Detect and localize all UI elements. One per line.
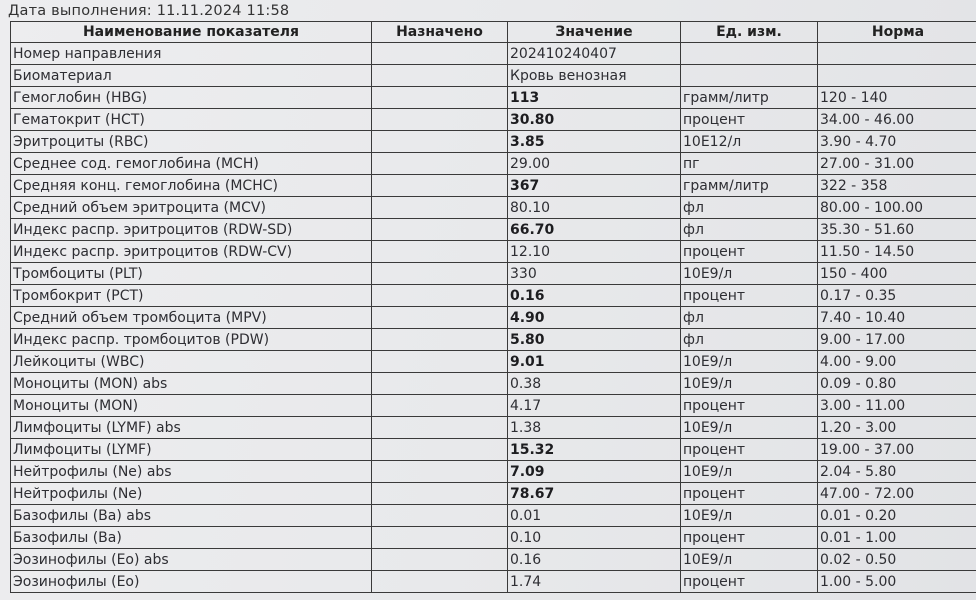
table-row bbox=[11, 263, 976, 285]
indicator-name-cell: Номер направления bbox=[11, 43, 372, 65]
norm-cell: 27.00 - 31.00 bbox=[818, 153, 976, 175]
value-cell: 0.16 bbox=[508, 285, 681, 307]
norm-cell: 120 - 140 bbox=[818, 87, 976, 109]
norm-cell: 0.09 - 0.80 bbox=[818, 373, 976, 395]
assigned-cell bbox=[372, 175, 508, 197]
table-row bbox=[11, 109, 976, 131]
value-cell: 78.67 bbox=[508, 483, 681, 505]
value-cell: 1.38 bbox=[508, 417, 681, 439]
indicator-name-cell: Эозинофилы (Eo) bbox=[11, 571, 372, 593]
norm-cell: 4.00 - 9.00 bbox=[818, 351, 976, 373]
indicator-name-cell: Нейтрофилы (Ne) bbox=[11, 483, 372, 505]
table-row bbox=[11, 43, 976, 65]
value-cell: 330 bbox=[508, 263, 681, 285]
norm-cell: 47.00 - 72.00 bbox=[818, 483, 976, 505]
table-row bbox=[11, 549, 976, 571]
indicator-name-cell: Индекс распр. тромбоцитов (PDW) bbox=[11, 329, 372, 351]
assigned-cell bbox=[372, 351, 508, 373]
norm-cell: 0.17 - 0.35 bbox=[818, 285, 976, 307]
unit-cell: грамм/литр bbox=[681, 175, 818, 197]
unit-cell: фл bbox=[681, 219, 818, 241]
norm-cell: 0.02 - 0.50 bbox=[818, 549, 976, 571]
assigned-cell bbox=[372, 197, 508, 219]
indicator-name-cell: Тромбоциты (PLT) bbox=[11, 263, 372, 285]
assigned-cell bbox=[372, 307, 508, 329]
table-row bbox=[11, 417, 976, 439]
indicator-name-cell: Нейтрофилы (Ne) abs bbox=[11, 461, 372, 483]
norm-cell: 3.00 - 11.00 bbox=[818, 395, 976, 417]
unit-cell: 10E9/л bbox=[681, 351, 818, 373]
value-cell: 4.17 bbox=[508, 395, 681, 417]
unit-cell: 10E9/л bbox=[681, 461, 818, 483]
indicator-name-cell: Эритроциты (RBC) bbox=[11, 131, 372, 153]
table-row bbox=[11, 373, 976, 395]
norm-cell: 19.00 - 37.00 bbox=[818, 439, 976, 461]
table-row bbox=[11, 87, 976, 109]
indicator-name-cell: Индекс распр. эритроцитов (RDW-CV) bbox=[11, 241, 372, 263]
assigned-cell bbox=[372, 43, 508, 65]
unit-cell: процент bbox=[681, 285, 818, 307]
indicator-name-cell: Тромбокрит (PCT) bbox=[11, 285, 372, 307]
value-cell: 80.10 bbox=[508, 197, 681, 219]
indicator-name-cell: Средний объем тромбоцита (MPV) bbox=[11, 307, 372, 329]
assigned-cell bbox=[372, 263, 508, 285]
assigned-cell bbox=[372, 439, 508, 461]
table-row bbox=[11, 329, 976, 351]
assigned-cell bbox=[372, 87, 508, 109]
table-row bbox=[11, 395, 976, 417]
unit-cell: процент bbox=[681, 109, 818, 131]
norm-cell: 7.40 - 10.40 bbox=[818, 307, 976, 329]
unit-cell: фл bbox=[681, 307, 818, 329]
indicator-name-cell: Гематокрит (HCT) bbox=[11, 109, 372, 131]
value-cell: 9.01 bbox=[508, 351, 681, 373]
value-cell: 12.10 bbox=[508, 241, 681, 263]
column-header-indicator: Наименование показателя bbox=[11, 22, 372, 43]
unit-cell: 10E9/л bbox=[681, 505, 818, 527]
value-cell: 66.70 bbox=[508, 219, 681, 241]
unit-cell: фл bbox=[681, 329, 818, 351]
unit-cell: процент bbox=[681, 571, 818, 593]
norm-cell: 322 - 358 bbox=[818, 175, 976, 197]
value-cell: 29.00 bbox=[508, 153, 681, 175]
table-row bbox=[11, 351, 976, 373]
unit-cell: процент bbox=[681, 241, 818, 263]
norm-cell: 0.01 - 1.00 bbox=[818, 527, 976, 549]
norm-cell: 3.90 - 4.70 bbox=[818, 131, 976, 153]
unit-cell: 10E9/л bbox=[681, 373, 818, 395]
norm-cell: 2.04 - 5.80 bbox=[818, 461, 976, 483]
value-cell: 30.80 bbox=[508, 109, 681, 131]
unit-cell: грамм/литр bbox=[681, 87, 818, 109]
table-row bbox=[11, 153, 976, 175]
assigned-cell bbox=[372, 131, 508, 153]
assigned-cell bbox=[372, 505, 508, 527]
assigned-cell bbox=[372, 527, 508, 549]
unit-cell: процент bbox=[681, 483, 818, 505]
table-row bbox=[11, 131, 976, 153]
assigned-cell bbox=[372, 329, 508, 351]
unit-cell: 10E9/л bbox=[681, 417, 818, 439]
norm-cell bbox=[818, 43, 976, 65]
unit-cell: 10E9/л bbox=[681, 263, 818, 285]
norm-cell: 1.00 - 5.00 bbox=[818, 571, 976, 593]
indicator-name-cell: Среднее сод. гемоглобина (MCH) bbox=[11, 153, 372, 175]
indicator-name-cell: Моноциты (MON) bbox=[11, 395, 372, 417]
table-row bbox=[11, 175, 976, 197]
norm-cell: 80.00 - 100.00 bbox=[818, 197, 976, 219]
indicator-name-cell: Биоматериал bbox=[11, 65, 372, 87]
value-cell: 3.85 bbox=[508, 131, 681, 153]
column-header-unit: Ед. изм. bbox=[681, 22, 818, 43]
indicator-name-cell: Базофилы (Ba) bbox=[11, 527, 372, 549]
assigned-cell bbox=[372, 65, 508, 87]
value-cell: 0.01 bbox=[508, 505, 681, 527]
norm-cell: 11.50 - 14.50 bbox=[818, 241, 976, 263]
column-header-value: Значение bbox=[508, 22, 681, 43]
table-row bbox=[11, 197, 976, 219]
unit-cell bbox=[681, 65, 818, 87]
unit-cell: процент bbox=[681, 439, 818, 461]
assigned-cell bbox=[372, 461, 508, 483]
table-header-row bbox=[11, 22, 976, 43]
assigned-cell bbox=[372, 241, 508, 263]
table-row bbox=[11, 219, 976, 241]
indicator-name-cell: Лимфоциты (LYMF) bbox=[11, 439, 372, 461]
table-row bbox=[11, 65, 976, 87]
table-body bbox=[11, 43, 976, 593]
indicator-name-cell: Средняя конц. гемоглобина (MCHC) bbox=[11, 175, 372, 197]
value-cell: 7.09 bbox=[508, 461, 681, 483]
unit-cell: процент bbox=[681, 395, 818, 417]
indicator-name-cell: Лимфоциты (LYMF) abs bbox=[11, 417, 372, 439]
unit-cell: 10E9/л bbox=[681, 549, 818, 571]
indicator-name-cell: Гемоглобин (HBG) bbox=[11, 87, 372, 109]
assigned-cell bbox=[372, 109, 508, 131]
table-row bbox=[11, 285, 976, 307]
table-row bbox=[11, 241, 976, 263]
indicator-name-cell: Лейкоциты (WBC) bbox=[11, 351, 372, 373]
value-cell: 15.32 bbox=[508, 439, 681, 461]
assigned-cell bbox=[372, 483, 508, 505]
table-row bbox=[11, 505, 976, 527]
value-cell: 4.90 bbox=[508, 307, 681, 329]
table-row bbox=[11, 461, 976, 483]
norm-cell: 35.30 - 51.60 bbox=[818, 219, 976, 241]
assigned-cell bbox=[372, 373, 508, 395]
table-row bbox=[11, 307, 976, 329]
assigned-cell bbox=[372, 571, 508, 593]
table-row bbox=[11, 439, 976, 461]
value-cell: 0.16 bbox=[508, 549, 681, 571]
value-cell: 202410240407 bbox=[508, 43, 681, 65]
assigned-cell bbox=[372, 153, 508, 175]
execution-date: Дата выполнения: 11.11.2024 11:58 bbox=[8, 3, 290, 19]
table-row bbox=[11, 571, 976, 593]
column-header-assigned: Назначено bbox=[372, 22, 508, 43]
unit-cell: процент bbox=[681, 527, 818, 549]
norm-cell: 9.00 - 17.00 bbox=[818, 329, 976, 351]
value-cell: Кровь венозная bbox=[508, 65, 681, 87]
norm-cell: 0.01 - 0.20 bbox=[818, 505, 976, 527]
table-row bbox=[11, 483, 976, 505]
assigned-cell bbox=[372, 395, 508, 417]
table-row bbox=[11, 527, 976, 549]
assigned-cell bbox=[372, 285, 508, 307]
norm-cell bbox=[818, 65, 976, 87]
unit-cell: пг bbox=[681, 153, 818, 175]
indicator-name-cell: Базофилы (Ba) abs bbox=[11, 505, 372, 527]
norm-cell: 1.20 - 3.00 bbox=[818, 417, 976, 439]
unit-cell: фл bbox=[681, 197, 818, 219]
unit-cell: 10E12/л bbox=[681, 131, 818, 153]
value-cell: 367 bbox=[508, 175, 681, 197]
lab-results-table bbox=[10, 21, 976, 593]
assigned-cell bbox=[372, 549, 508, 571]
indicator-name-cell: Средний объем эритроцита (MCV) bbox=[11, 197, 372, 219]
value-cell: 5.80 bbox=[508, 329, 681, 351]
value-cell: 0.10 bbox=[508, 527, 681, 549]
value-cell: 113 bbox=[508, 87, 681, 109]
unit-cell bbox=[681, 43, 818, 65]
norm-cell: 34.00 - 46.00 bbox=[818, 109, 976, 131]
value-cell: 1.74 bbox=[508, 571, 681, 593]
indicator-name-cell: Моноциты (MON) abs bbox=[11, 373, 372, 395]
column-header-norm: Норма bbox=[818, 22, 976, 43]
norm-cell: 150 - 400 bbox=[818, 263, 976, 285]
assigned-cell bbox=[372, 417, 508, 439]
value-cell: 0.38 bbox=[508, 373, 681, 395]
assigned-cell bbox=[372, 219, 508, 241]
indicator-name-cell: Индекс распр. эритроцитов (RDW-SD) bbox=[11, 219, 372, 241]
indicator-name-cell: Эозинофилы (Eo) abs bbox=[11, 549, 372, 571]
